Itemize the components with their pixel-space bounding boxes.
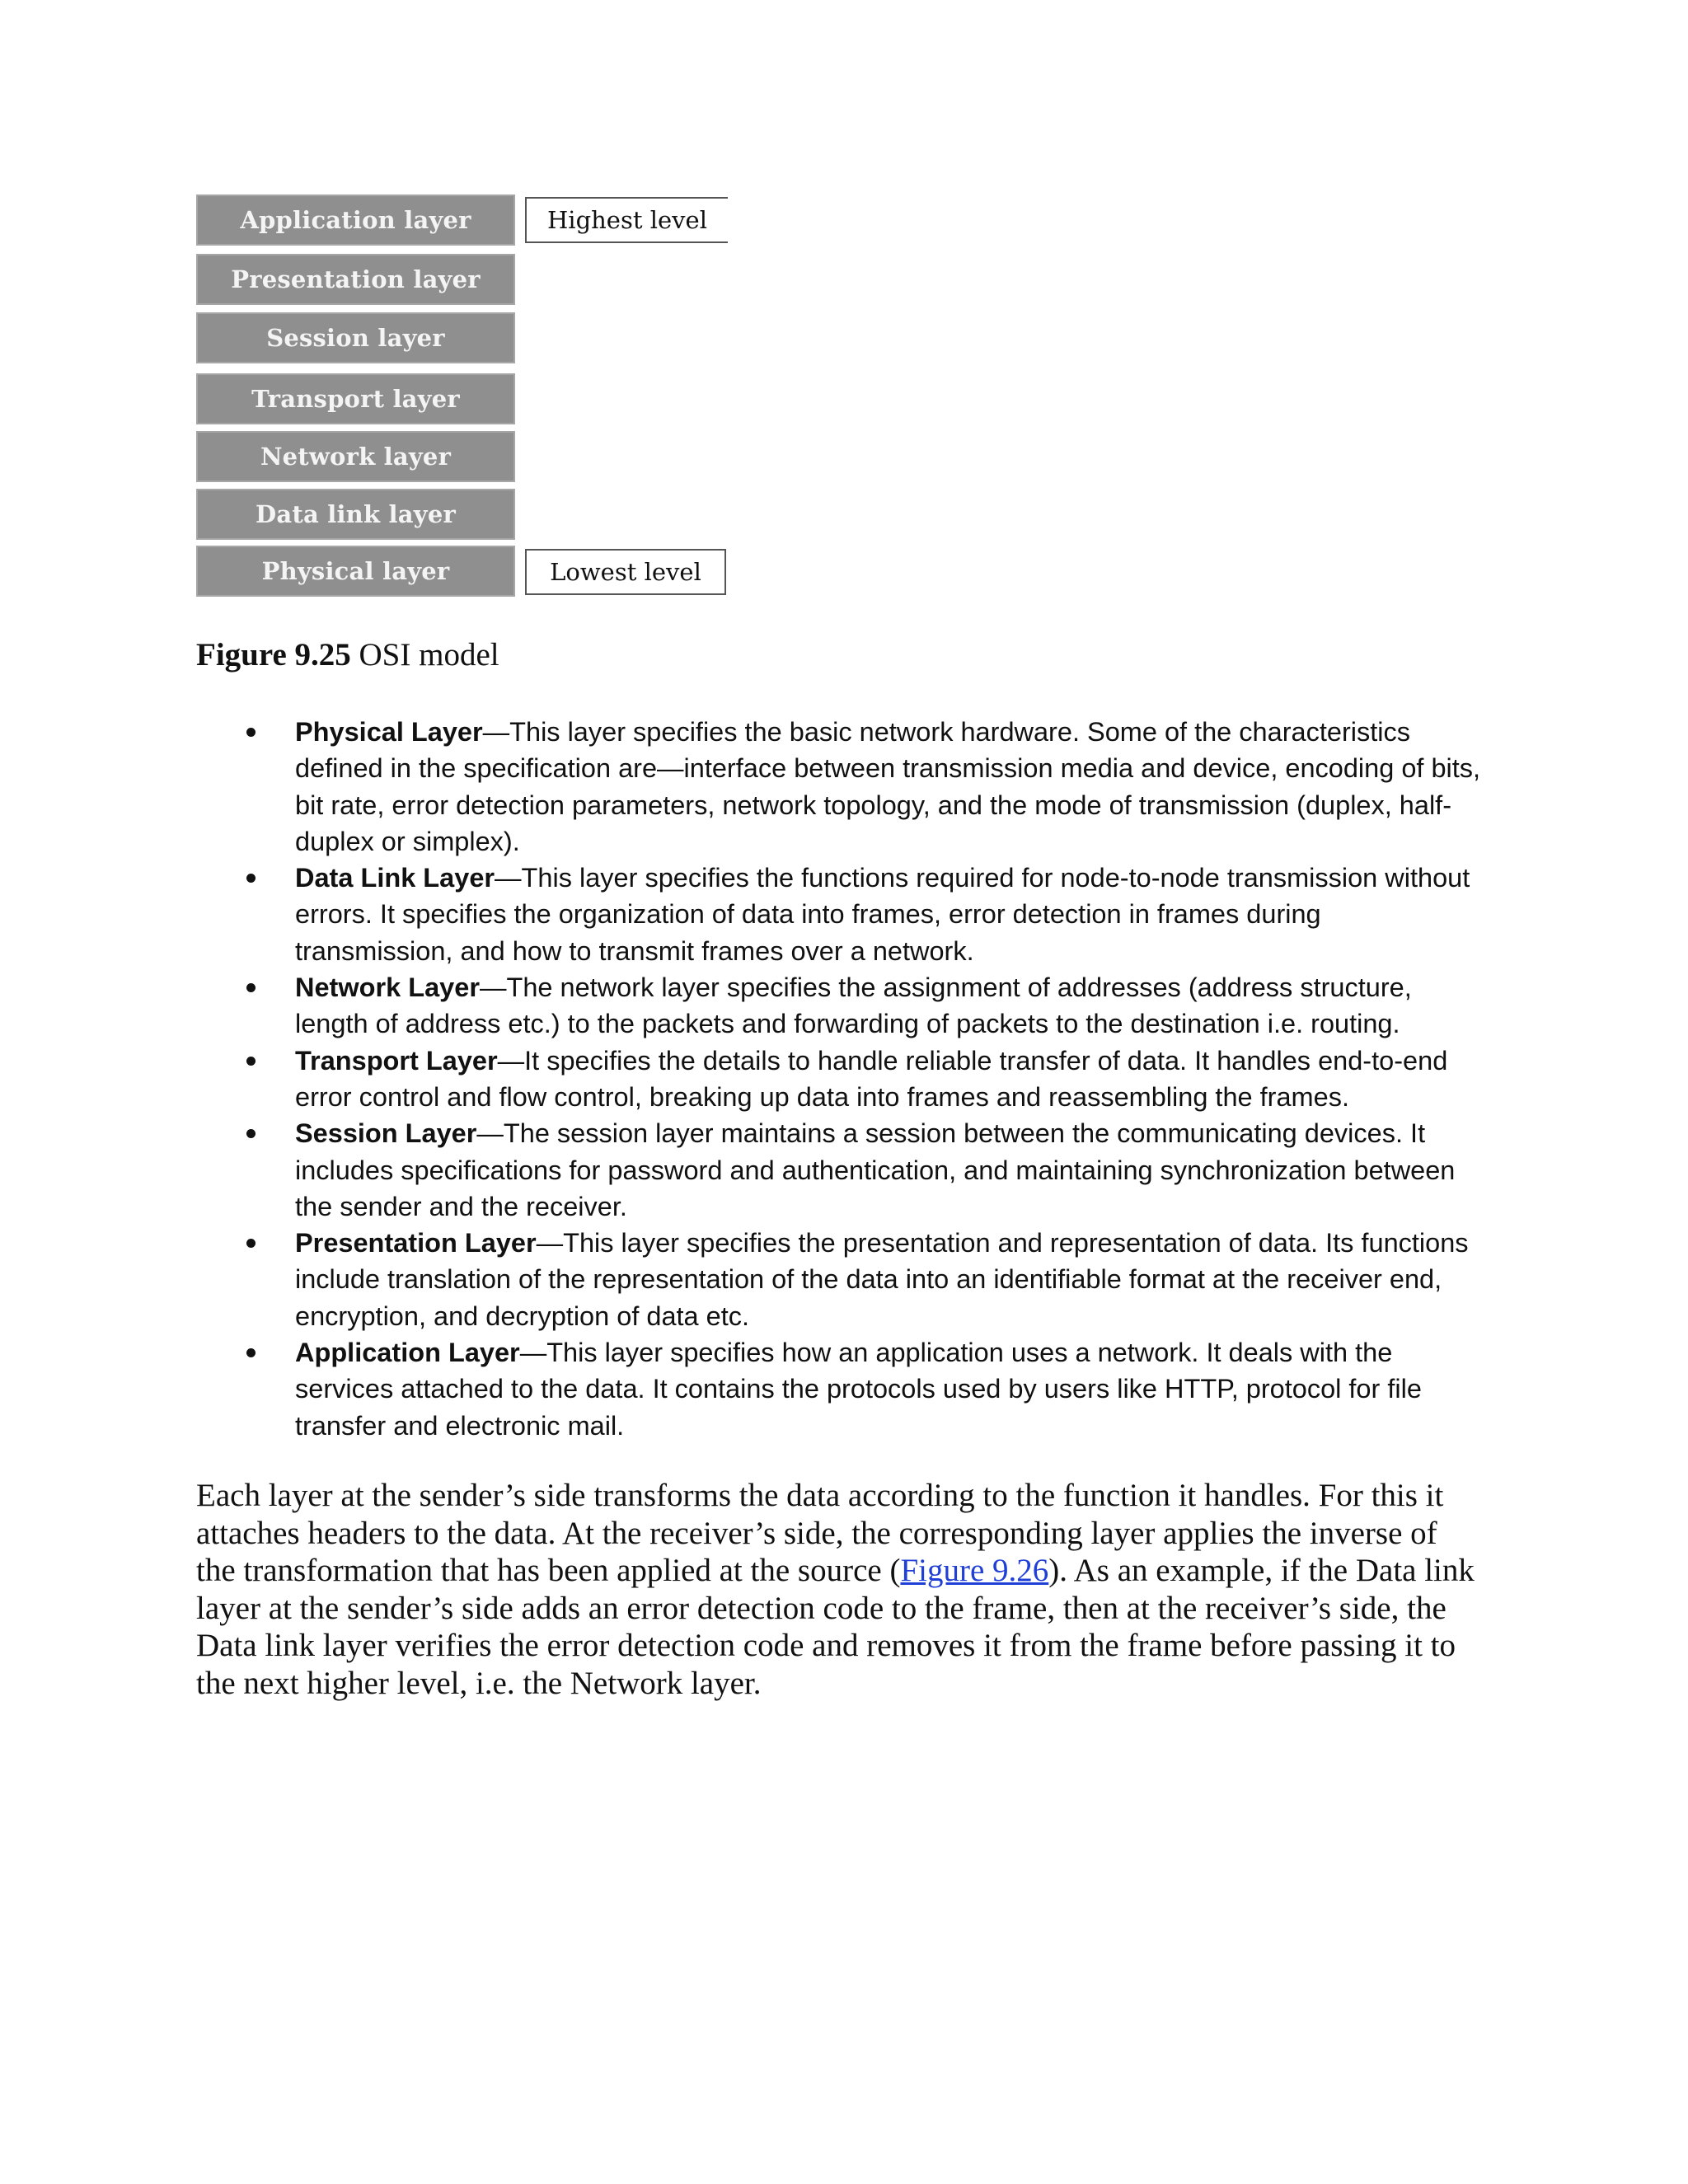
list-item [196,1225,1482,1334]
body-paragraph [196,1477,1482,1702]
application-layer-block: Application layer [196,194,515,246]
transport-layer-block: Transport layer [196,373,515,424]
layer-description: —This layer specifies the presentation and representation of data. Its functions include translation of the representation of the data into an identifiable format at the receiver end, encryption, and decryption of data etc. [295,1228,1469,1331]
physical-layer-block: Physical layer [196,546,515,597]
paragraph-text-after-link: ). As an example, if the Data link layer at the sender’s side adds an error detection code to the frame, then at the receiver’s side, the Data link layer verifies the error detection code and removes it from the frame before passing it to the next higher level, i.e. the Network layer. [196,1553,1475,1701]
bullet-icon [246,983,256,992]
highest-level-label: Highest level [525,197,728,243]
list-item [196,714,1482,860]
layer-term: Presentation Layer [295,1228,537,1258]
data-link-layer-block: Data link layer [196,489,515,540]
layer-description: —It specifies the details to handle reliable transfer of data. It handles end-to-end error control and flow control, breaking up data into frames and reassembling the frames. [295,1045,1448,1112]
layer-description: —This layer specifies how an application uses a network. It deals with the services attached to the data. It contains the protocols used by users like HTTP, protocol for file transfer and electronic mail. [295,1338,1422,1441]
osi-layer-descriptions [196,714,1482,1444]
bullet-icon [246,1348,256,1357]
layer-term: Physical Layer [295,717,483,747]
bullet-icon [246,1129,256,1138]
list-item [196,1043,1482,1116]
list-item [196,969,1482,1043]
layer-description: —This layer specifies the functions required for node-to-node transmission without errors. It specifies the organization of data into frames, error detection in frames during transmission, and how to transmit frames over a network. [295,863,1470,966]
figure-title: OSI model [359,637,499,673]
layer-description: —The session layer maintains a session between the communicating devices. It includes specifications for password and authentication, and maintaining synchronization between the sender and the receiver. [295,1118,1456,1221]
figure-caption [196,636,499,673]
figure-9-26-link[interactable]: Figure 9.26 [900,1553,1049,1588]
layer-description: —This layer specifies the basic network hardware. Some of the characteristics defined in the specification are—interface between transmission media and device, encoding of bits, bit rate, error detection parameters, network topology, and the mode of transmission (duplex, half-duplex or simplex). [295,717,1481,856]
layer-term: Network Layer [295,972,480,1003]
layer-term: Session Layer [295,1118,477,1149]
network-layer-block: Network layer [196,431,515,482]
figure-number: Figure 9.25 [196,637,351,673]
bullet-icon [246,1239,256,1248]
layer-description: —The network layer specifies the assignment of addresses (address structure, length of address etc.) to the packets and forwarding of packets to the destination i.e. routing. [295,972,1412,1039]
lowest-level-label: Lowest level [525,549,726,595]
bullet-icon [246,1057,256,1066]
bullet-icon [246,728,256,737]
bullet-icon [246,874,256,883]
presentation-layer-block: Presentation layer [196,254,515,305]
layer-term: Transport Layer [295,1045,498,1076]
paragraph-text-before-link: Each layer at the sender’s side transforms the data according to the function it handles. For this it attaches headers to the data. At the receiver’s side, the corresponding layer applies the inverse of the transformation that has been applied at the source ( [196,1478,1444,1588]
list-item [196,860,1482,969]
layer-term: Application Layer [295,1338,520,1368]
session-layer-block: Session layer [196,312,515,363]
osi-model-diagram [196,194,732,602]
list-item [196,1115,1482,1225]
layer-term: Data Link Layer [295,863,495,893]
list-item [196,1334,1482,1444]
